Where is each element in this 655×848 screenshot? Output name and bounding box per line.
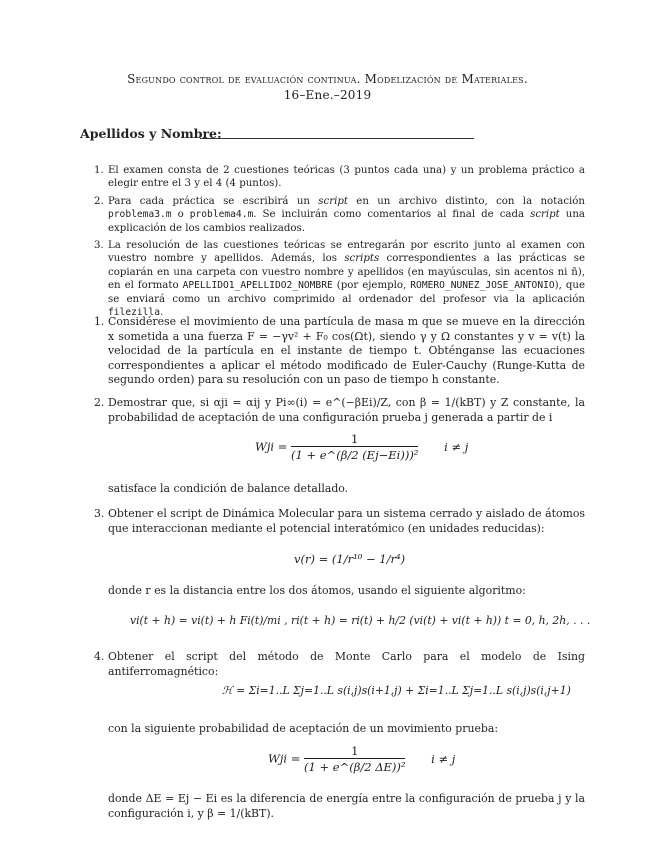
- problem-2: 2. Demostrar que, si αji = αij y Pi∞(i) = e^(−βEi)/Z, con β = 1/(kBT) y Z constante, la probabilidad de aceptación de una configuración prueba j generada a partir de i: [94, 396, 585, 424]
- equation-hamiltonian: ℋ = Σi=1..L Σj=1..L s(i,j)s(i+1,j) + Σi=1..L Σj=1..L s(i,j)s(i,j+1): [222, 684, 571, 697]
- problem-1: 1. Considérese el movimiento de una partícula de masa m que se mueve en la dirección x sometida a una fuerza F = −γv² + F₀ cos(Ωt), siendo γ y Ω constantes y v = v(t) la velocidad de la partícula en el instante de tiempo t. Obténganse las ecuaciones correspondientes a aplicar el método modificado de Euler-Cauchy (Runge-Kutta de segundo orden) para su resolución con un paso de tiempo h constante.: [94, 315, 585, 387]
- problem-4: 4. Obtener el script del método de Monte Carlo para el modelo de Ising antiferromagnético:: [94, 650, 585, 678]
- instruction-2: 2. Para cada práctica se escribirá un script en un archivo distinto, con la notación problema3.m o problema4.m. Se incluirán como comentarios al final de cada script una explicación de los cambios realizados.: [94, 196, 585, 234]
- exam-date: 16–Ene.–2019: [283, 88, 372, 102]
- name-blank-line: [200, 138, 474, 139]
- instruction-3: 3. La resolución de las cuestiones teóricas se entregarán por escrito junto al examen con vuestro nombre y apellidos. Además, los scripts correspondientes a las prácticas se copiarán en una carpeta con vuestro nombre y apellidos (en mayúsculas, sin acentos ni ñ), en el formato APELLIDO1_APELLIDO2_NOMBRE (por ejemplo, ROMERO_NUNEZ_JOSE_ANTONIO), que se enviará como un archivo comprimido al ordenador del profesor via la aplicación filezilla.: [94, 240, 585, 319]
- problem-3: 3. Obtener el script de Dinámica Molecular para un sistema cerrado y aislado de átomos que interaccionan mediante el potencial interatómico (en unidades reducidas):: [94, 507, 585, 535]
- equation-wji-2: Wji = $\frac{1}{\text{(1 + e\textasciicircum{}(β/2 ΔE))²}}$ i ≠ j: [268, 744, 456, 774]
- problem-4-energy-text: donde ΔE = Ej − Ei es la diferencia de energía entre la configuración de prueba j y la configuración i, y β = 1/(kBT).: [108, 792, 585, 820]
- problem-2-conclusion: satisface la condición de balance detallado.: [108, 482, 349, 495]
- equation-wji-1: Wji = $\frac{1}{\text{(1 + e\textasciicircum{}(β/2 (Ej−Ei)))²}}$ i ≠ j: [255, 432, 469, 462]
- problem-4-probability-text: con la siguiente probabilidad de aceptación de un movimiento prueba:: [108, 722, 499, 735]
- equation-potential: v(r) = (1/r¹⁰ − 1/r⁴): [294, 552, 406, 566]
- problem-3-distance-text: donde r es la distancia entre los dos átomos, usando el siguiente algoritmo:: [108, 584, 526, 597]
- equation-algorithm: vi(t + h) = vi(t) + h Fi(t)/mi , ri(t + h) = ri(t) + h/2 (vi(t) + vi(t + h)) t = 0, h, 2h, . . .: [130, 614, 591, 627]
- instruction-1: 1. El examen consta de 2 cuestiones teóricas (3 puntos cada una) y un problema práctico a elegir entre el 3 y el 4 (4 puntos).: [94, 165, 585, 190]
- name-label: Apellidos y Nombre:: [80, 126, 222, 141]
- exam-title: Segundo control de evaluación continua. Modelización de Materiales.: [127, 72, 528, 86]
